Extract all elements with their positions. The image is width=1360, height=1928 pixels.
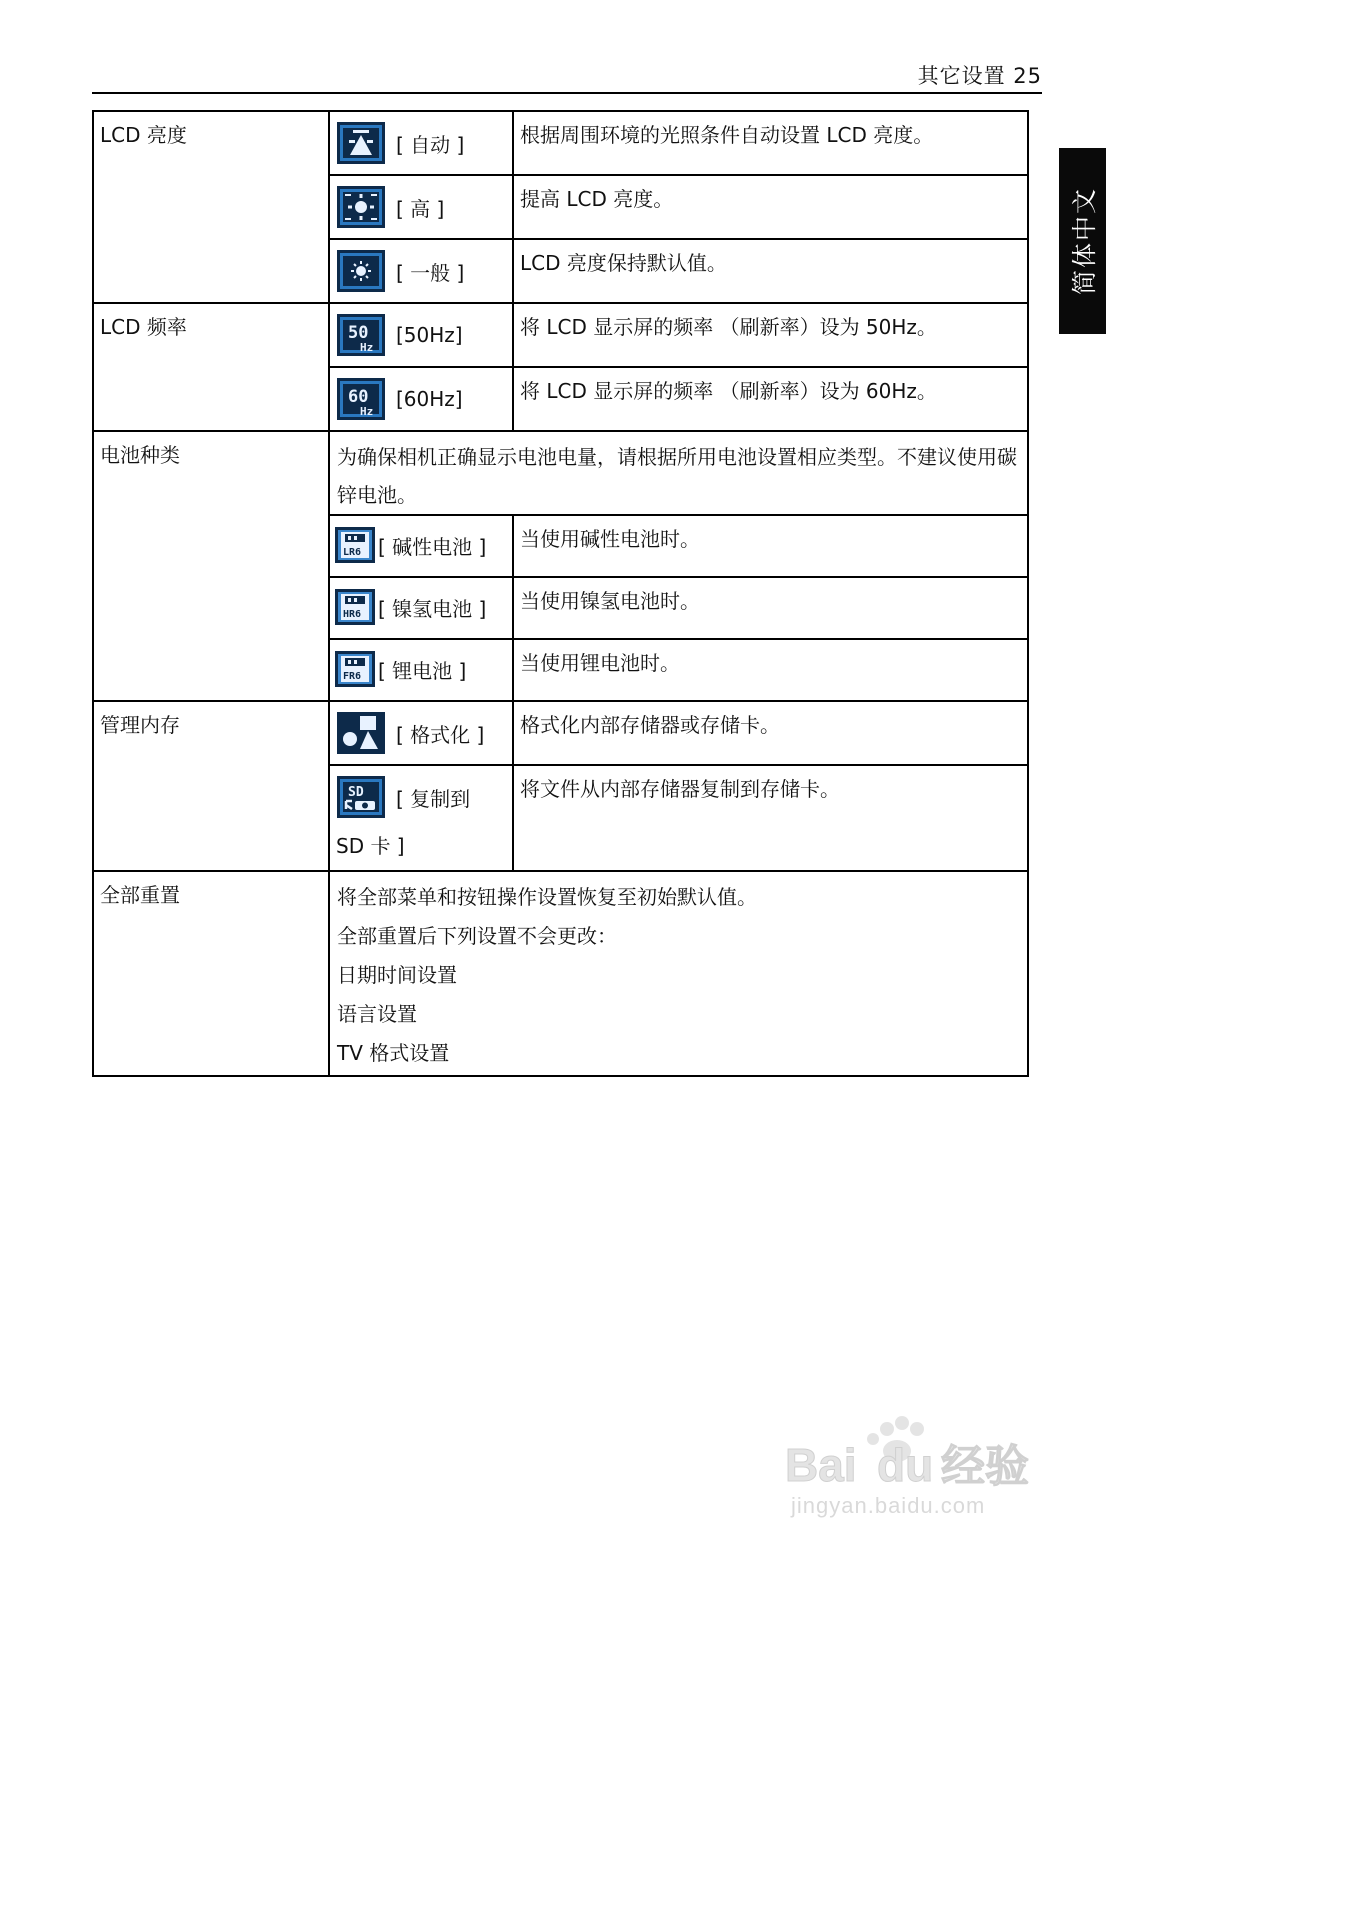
category-lcd-brightness: LCD 亮度 [93, 111, 329, 303]
settings-table [92, 110, 1029, 1077]
category-manage-memory: 管理内存 [93, 701, 329, 871]
option-copy-to-sd [329, 765, 513, 871]
format-icon [336, 711, 386, 755]
option-description: 当使用碱性电池时。 [513, 515, 1028, 577]
option-description: 当使用锂电池时。 [513, 639, 1028, 701]
reset-line: 全部重置后下列设置不会更改： [337, 924, 617, 948]
category-battery-type: 电池种类 [93, 431, 329, 701]
language-tab-label: 简体中文 [1069, 186, 1099, 296]
option-description: 当使用镍氢电池时。 [513, 577, 1028, 639]
option-description: 将 LCD 显示屏的频率 （刷新率）设为 60Hz。 [513, 367, 1028, 431]
category-lcd-frequency: LCD 频率 [93, 303, 329, 431]
svg-text:50: 50 [348, 323, 369, 343]
svg-text:SD: SD [348, 785, 364, 800]
option-label: [ 一般 ] [396, 260, 465, 285]
table-row [93, 303, 1028, 367]
option-label-continued: SD 卡 ] [336, 834, 405, 858]
copy-to-sd-icon [336, 775, 386, 819]
brightness-normal-icon [336, 249, 386, 293]
baidu-paw-icon [785, 1415, 1045, 1495]
option-description: 根据周围环境的光照条件自动设置 LCD 亮度。 [513, 111, 1028, 175]
battery-intro: 为确保相机正确显示电池电量，请根据所用电池设置相应类型。不建议使用碳锌电池。 [329, 431, 1028, 515]
svg-text:Bai: Bai [785, 1439, 857, 1491]
option-description: 提高 LCD 亮度。 [513, 175, 1028, 239]
table-row [93, 111, 1028, 175]
svg-text:HR6: HR6 [343, 609, 362, 620]
option-50hz [329, 303, 513, 367]
header-title: 其它设置 25 [917, 64, 1042, 88]
battery-lr6-icon [334, 526, 376, 564]
option-label: [50Hz] [396, 323, 463, 347]
option-description: LCD 亮度保持默认值。 [513, 239, 1028, 303]
option-label: [ 镍氢电池 ] [378, 596, 487, 621]
svg-text:FR6: FR6 [343, 671, 362, 682]
reset-line: 语言设置 [337, 1002, 417, 1026]
option-label: [60Hz] [396, 387, 463, 411]
svg-text:60: 60 [348, 387, 369, 407]
option-label: [ 高 ] [396, 196, 445, 221]
option-high [329, 175, 513, 239]
50hz-icon [336, 313, 386, 357]
reset-description [329, 871, 1028, 1076]
language-tab [1059, 148, 1106, 334]
option-label: [ 自动 ] [396, 132, 465, 157]
page-header [92, 58, 1042, 94]
option-60hz [329, 367, 513, 431]
option-nimh [329, 577, 513, 639]
option-description: 将 LCD 显示屏的频率 （刷新率）设为 50Hz。 [513, 303, 1028, 367]
svg-text:du: du [877, 1439, 934, 1491]
watermark-url: jingyan.baidu.com [791, 1493, 986, 1518]
svg-text:经验: 经验 [941, 1441, 1029, 1492]
svg-text:Hz: Hz [360, 405, 374, 418]
reset-line: 将全部菜单和按钮操作设置恢复至初始默认值。 [337, 885, 757, 909]
option-lithium [329, 639, 513, 701]
battery-fr6-icon [334, 650, 376, 688]
battery-hr6-icon [334, 588, 376, 626]
option-auto [329, 111, 513, 175]
reset-line: 日期时间设置 [337, 963, 457, 987]
60hz-icon [336, 377, 386, 421]
category-reset-all: 全部重置 [93, 871, 329, 1076]
table-row [93, 701, 1028, 765]
option-description: 将文件从内部存储器复制到存储卡。 [513, 765, 1028, 871]
option-description: 格式化内部存储器或存储卡。 [513, 701, 1028, 765]
baidu-watermark [785, 1405, 1045, 1525]
option-alkaline [329, 515, 513, 577]
reset-line: TV 格式设置 [337, 1041, 450, 1065]
brightness-high-icon [336, 185, 386, 229]
option-label: [ 格式化 ] [396, 722, 485, 747]
option-label: [ 复制到 [396, 786, 471, 811]
option-label: [ 锂电池 ] [378, 658, 467, 683]
svg-text:LR6: LR6 [343, 547, 362, 558]
option-normal [329, 239, 513, 303]
brightness-auto-icon [336, 121, 386, 165]
option-label: [ 碱性电池 ] [378, 534, 487, 559]
option-format [329, 701, 513, 765]
svg-text:Hz: Hz [360, 341, 374, 354]
table-row [93, 431, 1028, 515]
table-row [93, 871, 1028, 1076]
